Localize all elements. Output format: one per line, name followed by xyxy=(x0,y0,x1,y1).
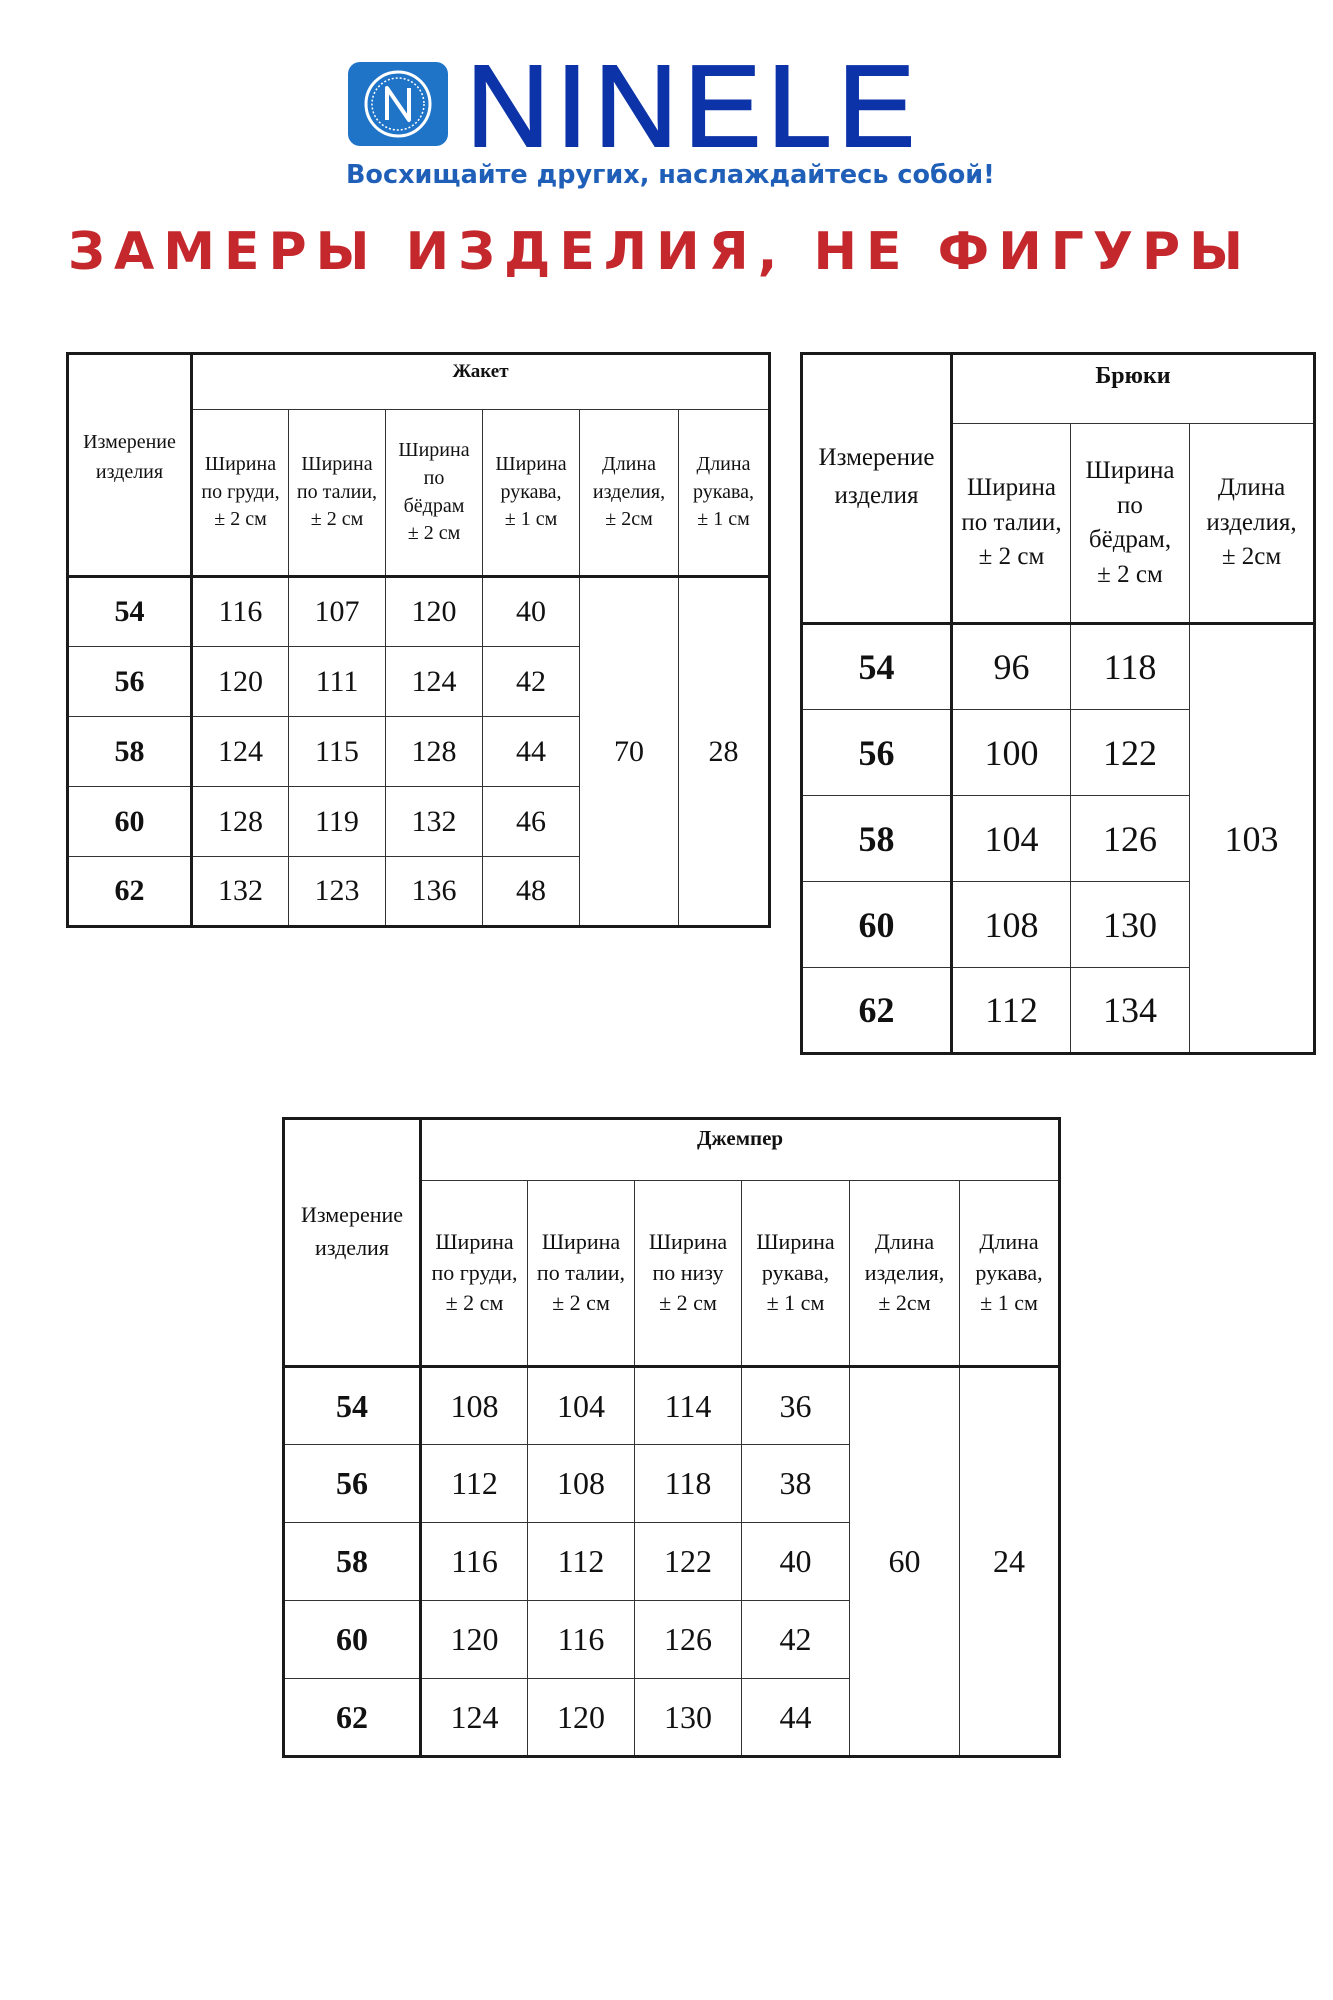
column-header: Длина рукава, ± 1 см xyxy=(679,410,770,577)
row-header-line: Измерение xyxy=(83,431,176,453)
row-header-line: изделия xyxy=(95,461,164,483)
value-cell: 130 xyxy=(635,1679,742,1757)
value-cell: 46 xyxy=(483,787,580,857)
value-cell: 116 xyxy=(192,577,289,647)
brand-logo xyxy=(346,41,1008,197)
value-cell: 100 xyxy=(952,710,1071,796)
value-cell: 134 xyxy=(1071,968,1190,1054)
value-cell: 104 xyxy=(528,1367,635,1445)
size-cell: 54 xyxy=(68,577,192,647)
value-cell: 36 xyxy=(742,1367,850,1445)
value-cell: 42 xyxy=(742,1601,850,1679)
size-cell: 56 xyxy=(68,647,192,717)
column-header: Ширина по талии, ± 2 см xyxy=(528,1181,635,1367)
table-title: Брюки xyxy=(952,354,1315,424)
row-header-line: Измерение xyxy=(818,444,935,471)
value-cell: 120 xyxy=(528,1679,635,1757)
jacket-size-table xyxy=(66,352,771,928)
value-cell: 112 xyxy=(952,968,1071,1054)
size-cell: 58 xyxy=(68,717,192,787)
table-row xyxy=(68,577,770,647)
value-cell: 118 xyxy=(1071,624,1190,710)
size-cell: 60 xyxy=(68,787,192,857)
size-cell: 56 xyxy=(802,710,952,796)
value-cell: 124 xyxy=(386,647,483,717)
value-cell: 108 xyxy=(421,1367,528,1445)
shared-sleeve-length-cell: 28 xyxy=(679,577,770,927)
value-cell: 126 xyxy=(1071,796,1190,882)
shared-length-cell: 60 xyxy=(850,1367,960,1757)
column-header: Ширина по талии, ± 2 см xyxy=(289,410,386,577)
pants-size-table xyxy=(800,352,1316,1055)
row-header-cell xyxy=(284,1119,421,1367)
size-cell: 54 xyxy=(802,624,952,710)
size-cell: 60 xyxy=(284,1601,421,1679)
size-cell: 62 xyxy=(284,1679,421,1757)
row-header-cell xyxy=(68,354,192,577)
value-cell: 120 xyxy=(421,1601,528,1679)
column-header: Ширина по груди, ± 2 см xyxy=(192,410,289,577)
value-cell: 118 xyxy=(635,1445,742,1523)
value-cell: 119 xyxy=(289,787,386,857)
column-header: Ширина по талии, ± 2 см xyxy=(952,424,1071,624)
page-title: ЗАМЕРЫ ИЗДЕЛИЯ, НЕ ФИГУРЫ xyxy=(68,222,1252,282)
value-cell: 123 xyxy=(289,857,386,927)
row-header-line: Измерение xyxy=(300,1202,404,1227)
value-cell: 124 xyxy=(192,717,289,787)
row-header-cell xyxy=(802,354,952,624)
value-cell: 122 xyxy=(635,1523,742,1601)
value-cell: 111 xyxy=(289,647,386,717)
value-cell: 38 xyxy=(742,1445,850,1523)
shared-length-cell: 103 xyxy=(1190,624,1315,1054)
value-cell: 122 xyxy=(1071,710,1190,796)
row-header-line: изделия xyxy=(315,1235,389,1260)
value-cell: 108 xyxy=(528,1445,635,1523)
value-cell: 108 xyxy=(952,882,1071,968)
value-cell: 40 xyxy=(742,1523,850,1601)
column-header: Длина изделия, ± 2см xyxy=(850,1181,960,1367)
brand-name: NINELE xyxy=(466,41,922,171)
column-header: Ширина рукава, ± 1 см xyxy=(742,1181,850,1367)
column-header: Ширина рукава, ± 1 см xyxy=(483,410,580,577)
value-cell: 114 xyxy=(635,1367,742,1445)
value-cell: 124 xyxy=(421,1679,528,1757)
size-cell: 58 xyxy=(284,1523,421,1601)
column-header: Ширина по бёдрам, ± 2 см xyxy=(1071,424,1190,624)
value-cell: 44 xyxy=(742,1679,850,1757)
column-header: Длина рукава, ± 1 см xyxy=(960,1181,1060,1367)
value-cell: 112 xyxy=(421,1445,528,1523)
value-cell: 96 xyxy=(952,624,1071,710)
shared-length-cell: 70 xyxy=(580,577,679,927)
ninele-emblem-icon xyxy=(348,62,448,146)
value-cell: 128 xyxy=(192,787,289,857)
table-title: Джемпер xyxy=(421,1119,1060,1181)
column-header: Длина изделия, ± 2см xyxy=(580,410,679,577)
size-cell: 56 xyxy=(284,1445,421,1523)
value-cell: 116 xyxy=(421,1523,528,1601)
value-cell: 44 xyxy=(483,717,580,787)
value-cell: 112 xyxy=(528,1523,635,1601)
column-header: Ширина по низу ± 2 см xyxy=(635,1181,742,1367)
value-cell: 42 xyxy=(483,647,580,717)
value-cell: 107 xyxy=(289,577,386,647)
value-cell: 104 xyxy=(952,796,1071,882)
size-cell: 60 xyxy=(802,882,952,968)
value-cell: 126 xyxy=(635,1601,742,1679)
value-cell: 132 xyxy=(192,857,289,927)
column-header: Ширина по бёдрам ± 2 см xyxy=(386,410,483,577)
jumper-size-table xyxy=(282,1117,1061,1758)
size-cell: 62 xyxy=(68,857,192,927)
value-cell: 116 xyxy=(528,1601,635,1679)
value-cell: 132 xyxy=(386,787,483,857)
shared-sleeve-length-cell: 24 xyxy=(960,1367,1060,1757)
column-header: Длина изделия, ± 2см xyxy=(1190,424,1315,624)
value-cell: 120 xyxy=(192,647,289,717)
size-cell: 54 xyxy=(284,1367,421,1445)
size-cell: 62 xyxy=(802,968,952,1054)
value-cell: 115 xyxy=(289,717,386,787)
brand-tagline: Восхищайте других, наслаждайтесь собой! xyxy=(346,160,995,190)
row-header-line: изделия xyxy=(834,481,919,509)
table-row xyxy=(284,1367,1060,1445)
table-row xyxy=(802,624,1315,710)
table-title: Жакет xyxy=(192,354,770,410)
column-header: Ширина по груди, ± 2 см xyxy=(421,1181,528,1367)
value-cell: 128 xyxy=(386,717,483,787)
value-cell: 40 xyxy=(483,577,580,647)
value-cell: 130 xyxy=(1071,882,1190,968)
value-cell: 120 xyxy=(386,577,483,647)
value-cell: 136 xyxy=(386,857,483,927)
size-cell: 58 xyxy=(802,796,952,882)
value-cell: 48 xyxy=(483,857,580,927)
